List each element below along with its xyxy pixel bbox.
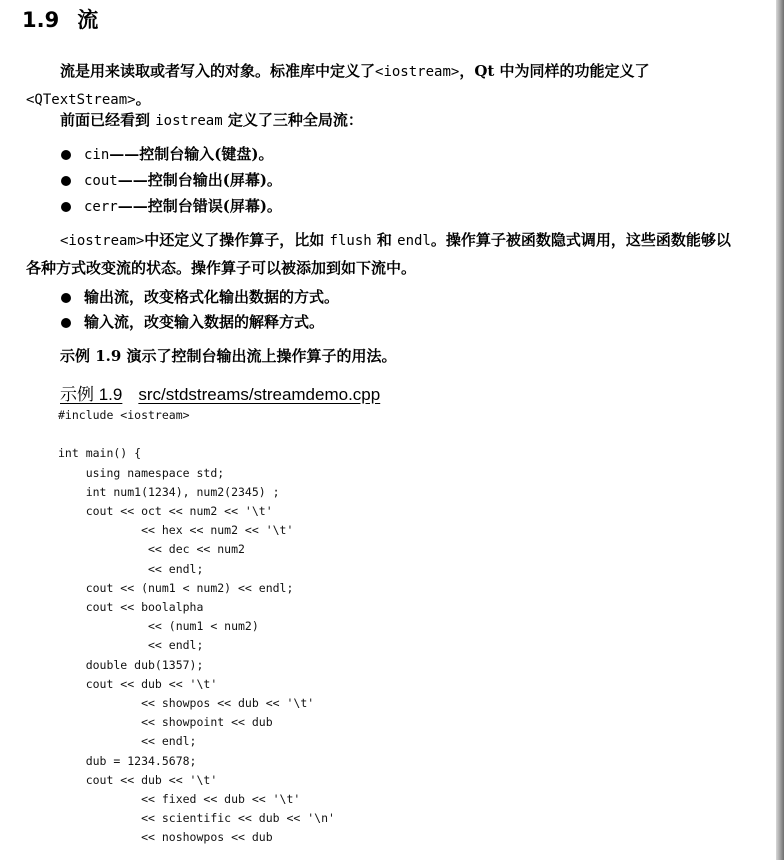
list-item — [60, 285, 339, 310]
code-line: double dub(1357); — [58, 657, 204, 672]
code-line: using namespace std; — [58, 465, 225, 480]
code-line: << endl; — [58, 638, 204, 653]
list-item-text: 输出流，改变格式化输出数据的方式。 — [84, 288, 340, 306]
stream-name: cerr — [84, 199, 118, 215]
paragraph-text: 和 — [371, 231, 398, 249]
code-line: << hex << num2 << '\t' — [58, 523, 294, 538]
inline-code: <iostream> — [60, 233, 145, 249]
bullet-icon — [61, 202, 71, 212]
example-file-path: src/stdstreams/streamdemo.cpp — [138, 385, 381, 404]
paragraph-text: 。操作算子被函数隐式调用，这些函数能够以各种方式改变流的状态。操作算子可以被添加到如下流中。 — [26, 231, 731, 277]
code-line: << scientific << dub << '\n' — [58, 811, 335, 826]
list-item — [60, 168, 282, 194]
code-line: cout << oct << num2 << '\t' — [58, 504, 273, 519]
stream-kinds-list — [60, 285, 339, 335]
code-line: << noshowpos << dub — [58, 830, 273, 845]
stream-description: ——控制台错误(屏幕)。 — [117, 197, 282, 215]
bullet-icon — [61, 176, 71, 186]
example-caption — [60, 384, 380, 406]
paragraph-text: 中还定义了操作算子，比如 — [144, 231, 330, 249]
code-line: cout << dub << '\t' — [58, 772, 218, 787]
global-streams-list — [60, 142, 282, 220]
bullet-icon — [61, 318, 71, 328]
code-line: << (num1 < num2) — [58, 619, 259, 634]
inline-code: iostream — [155, 113, 223, 129]
paragraph-text: 定义了三种全局流： — [222, 111, 363, 129]
code-line: #include <iostream> — [58, 408, 190, 422]
inline-code: endl — [397, 233, 431, 249]
list-item-text: 输入流，改变输入数据的解释方式。 — [84, 313, 325, 331]
section-title-text: 流 — [77, 8, 99, 32]
intro-text: 。 — [135, 90, 151, 108]
section-heading — [22, 6, 98, 34]
bullet-icon — [61, 293, 71, 303]
intro-text: 流是用来读取或者写入的对象。标准库中定义了 — [60, 62, 376, 80]
code-line: cout << dub << '\t' — [58, 676, 218, 691]
paragraph-text: 前面已经看到 — [60, 111, 156, 129]
code-line: << showpos << dub << '\t' — [58, 696, 315, 711]
intro-text: ，Qt 中为同样的功能定义了 — [459, 62, 650, 80]
example-label: 示例 1.9 — [60, 385, 123, 404]
inline-code: <iostream> — [375, 64, 460, 80]
page-edge-shadow — [776, 0, 784, 860]
stream-name: cin — [84, 147, 110, 163]
code-line: int main() { — [58, 446, 142, 461]
code-line: dub = 1234.5678; — [58, 753, 197, 768]
code-line: << fixed << dub << '\t' — [58, 792, 301, 807]
list-item — [60, 194, 282, 220]
code-line: << showpoint << dub — [58, 715, 273, 730]
example-intro: 示例 1.9 演示了控制台输出流上操作算子的用法。 — [60, 347, 397, 365]
inline-code: flush — [329, 233, 372, 249]
manipulators-paragraph — [26, 227, 742, 282]
stream-name: cout — [84, 173, 118, 189]
code-line: << endl; — [58, 561, 204, 576]
list-item — [60, 310, 339, 335]
code-line: cout << (num1 < num2) << endl; — [58, 580, 294, 595]
inline-code: <QTextStream> — [26, 92, 136, 108]
code-line: << endl; — [58, 734, 197, 749]
section-number: 1.9 — [22, 8, 60, 32]
list-item — [60, 142, 282, 168]
intro-paragraph — [26, 58, 742, 114]
code-line: << dec << num2 — [58, 542, 245, 557]
code-line: cout << boolalpha — [58, 600, 204, 615]
stream-description: ——控制台输入(键盘)。 — [109, 145, 274, 163]
code-listing — [58, 406, 335, 848]
code-line: int num1(1234), num2(2345) ; — [58, 484, 280, 499]
stream-description: ——控制台输出(屏幕)。 — [117, 171, 282, 189]
bullet-icon — [61, 150, 71, 160]
global-streams-intro — [26, 107, 742, 135]
